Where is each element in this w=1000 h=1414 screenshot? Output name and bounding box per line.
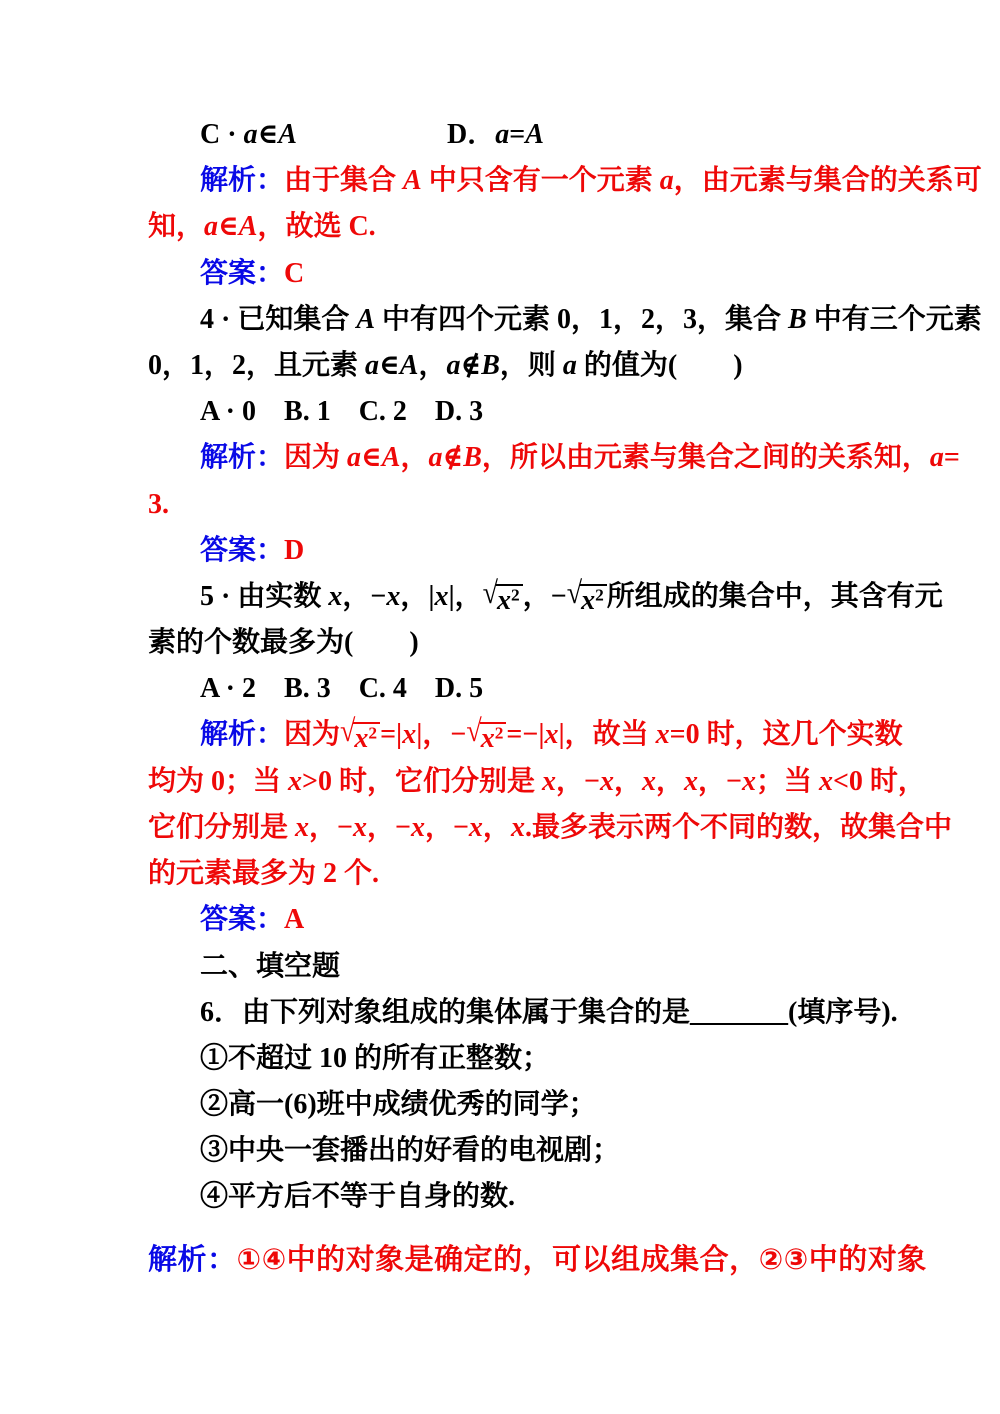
section-2-heading [148,943,952,989]
q4-answer [148,528,952,574]
text-run: 因为 [284,719,341,751]
text-run: ，− [366,811,411,843]
q5-analysis-line4 [148,851,952,897]
text-run: ，− [424,811,469,843]
text-run: ；当 [755,765,819,797]
text-run: D． [446,119,496,150]
q4-options [148,389,952,435]
text-run: ，则 [499,349,563,381]
text-run: 0，1，2，且元素 [148,349,366,381]
text-run: ②高一(6)班中成绩优秀的同学； [200,1088,597,1120]
text-run: x [741,765,756,797]
radical-sign: √ [466,714,480,750]
text-run: ∉ [460,349,482,381]
text-run: ③中央一套播出的好看的电视剧； [200,1135,621,1167]
text-run: x [544,719,559,751]
q4-stem-line2 [148,343,952,389]
q4-analysis-line2 [148,482,952,528]
text-run: ，由元素与集合的关系可 [673,165,982,197]
text-run: a [428,442,443,474]
text-run: 答案： [200,534,285,566]
q6-analysis-line1 [148,1237,952,1283]
text-run: a [495,119,510,150]
radical-sign: √ [566,576,581,611]
radicand [353,722,380,754]
text-run: 由于集合 [284,165,404,197]
text-run: ，− [697,765,742,797]
text-run: x [683,765,698,797]
text-run: ∉ [442,442,464,474]
text-run: 6．由下列对象组成的集体属于集合的是_______(填序号). [200,996,898,1028]
text-run: 的元素最多为 2 个. [148,858,380,889]
text-run: ，| [400,580,435,612]
text-run: =0 时，这几个实数 [669,719,903,751]
radicand [496,584,523,616]
text-run: x [402,719,417,751]
text-run: A [284,904,305,936]
sqrt-expression [566,576,607,616]
text-run: 中只含有一个元素 [421,165,660,197]
text-run: x [655,719,670,751]
text-run: x [410,811,425,843]
text-run: A · 2 B. 3 C. 4 D. 5 [200,673,484,705]
text-run: 5 · 由实数 [200,580,329,612]
text-run: 2 [595,585,604,605]
q5-stem-line2 [148,620,952,666]
text-run: x [818,765,833,797]
text-run: A [238,211,258,243]
q3-analysis-line2 [148,204,952,250]
text-run: ， [418,349,447,381]
text-run: C · [200,119,244,150]
text-run: <0 时， [832,765,926,797]
q5-analysis-line3 [148,805,952,851]
q3-answer [148,251,952,297]
text-run: 知， [148,211,205,243]
sqrt-expression [482,576,523,616]
text-run: A [525,119,544,150]
text-run: B [788,303,807,335]
text-run: a [562,349,577,381]
text-run: a [243,119,258,150]
q5-answer [148,897,952,943]
text-run: x [288,765,303,797]
q6-item-1 [148,1036,952,1082]
text-run: ∈ [361,442,382,474]
text-run: 2 [494,723,504,743]
text-run: x [599,765,614,797]
text-run: |，故当 [558,719,656,751]
text-run: A [399,349,419,381]
text-run: A · 0 B. 1 C. 2 D. 3 [200,396,484,428]
text-run: x [386,580,401,612]
text-run: 的值为( ) [576,349,743,381]
text-run: 素的个数最多为( ) [148,627,419,659]
text-run: A [356,303,376,335]
text-run: ， [655,765,684,797]
text-run: x [468,811,483,843]
text-run: a [365,349,380,381]
q6-stem [148,990,952,1036]
text-run: 解析： [200,719,285,751]
text-run: = [943,442,960,474]
text-run: x [510,811,525,843]
text-run: ， [613,765,642,797]
text-run: ①不超过 10 的所有正整数； [200,1042,551,1074]
text-run: 中有三个元素 [806,303,982,335]
text-run: ④平方后不等于自身的数. [200,1181,516,1213]
text-run: x [480,723,495,755]
text-run: ， [482,811,511,843]
text-run: a [929,442,944,474]
q5-stem-line1 [148,574,952,620]
text-run: 2 [511,585,520,605]
text-run: ∈ [257,119,279,150]
radicand [580,584,607,616]
text-run: = [509,119,526,150]
text-run: C [284,257,305,289]
text-run: ∈ [379,349,400,381]
text-run: x [434,580,449,612]
text-run: =| [380,719,403,751]
text-run: x [541,765,556,797]
q6-item-3 [148,1128,952,1174]
text-run: ①④中的对象是确定的，可以组成集合，②③中的对象 [236,1243,927,1276]
text-run: 4 · 已知集合 [200,303,357,335]
sqrt-expression [466,714,506,755]
text-run: x [581,584,596,616]
sqrt-expression [340,714,380,755]
text-run: 答案： [200,904,285,936]
q4-analysis-line1 [148,435,960,481]
text-run: ，− [522,580,567,612]
q5-analysis-line2 [148,759,952,805]
text-run: A [278,119,297,150]
text-run: 它们分别是 [148,811,296,843]
text-run: .最多表示两个不同的数，故集合中 [524,811,952,843]
q4-stem-line1 [148,297,982,343]
text-run: 均为 0；当 [148,765,289,797]
text-run: x [354,723,369,755]
text-run: B [481,349,500,381]
radicand [480,722,507,754]
text-run: >0 时，它们分别是 [302,765,542,797]
text-run: ， [400,442,429,474]
radical-sign: √ [340,714,354,750]
text-run: x [295,811,310,843]
q5-analysis-line1 [148,712,952,758]
text-run: 因为 [284,442,348,474]
text-run: D [284,534,305,566]
text-run: |， [448,580,483,612]
text-run: x [641,765,656,797]
q3-analysis-line1 [148,158,982,204]
radical-sign: √ [482,576,497,611]
text-run: a [446,349,461,381]
text-run: ，− [309,811,353,843]
text-run: 解析： [200,442,285,474]
text-run: 中有四个元素 0，1，2，3，集合 [375,303,789,335]
q6-item-2 [148,1082,952,1128]
text-run: 2 [368,723,378,743]
q5-options [148,666,952,712]
text-run: ，所以由元素与集合之间的关系知， [481,442,930,474]
text-run: ∈ [218,211,239,243]
text-run: 3. [148,488,169,520]
q3-options-cd [148,112,952,158]
text-run: 二、填空题 [200,950,341,982]
text-run: 解析： [148,1243,237,1276]
q6-item-4 [148,1174,952,1220]
text-run: 所组成的集合中，其含有元 [606,580,943,612]
text-run: ，− [555,765,600,797]
text-run: x [497,584,512,616]
text-run: x [328,580,343,612]
text-run: =−| [506,719,545,751]
text-run: a [659,165,674,197]
text-run: ，故选 C. [257,211,376,243]
text-run: a [204,211,219,243]
text-run: 答案： [200,257,285,289]
text-run: A [381,442,401,474]
text-run: x [352,811,367,843]
text-run: 解析： [200,165,285,197]
text-run: |，− [416,719,467,751]
text-run: a [347,442,362,474]
text-run: A [403,165,422,197]
text-run: ，− [342,580,387,612]
text-run: B [463,442,482,474]
